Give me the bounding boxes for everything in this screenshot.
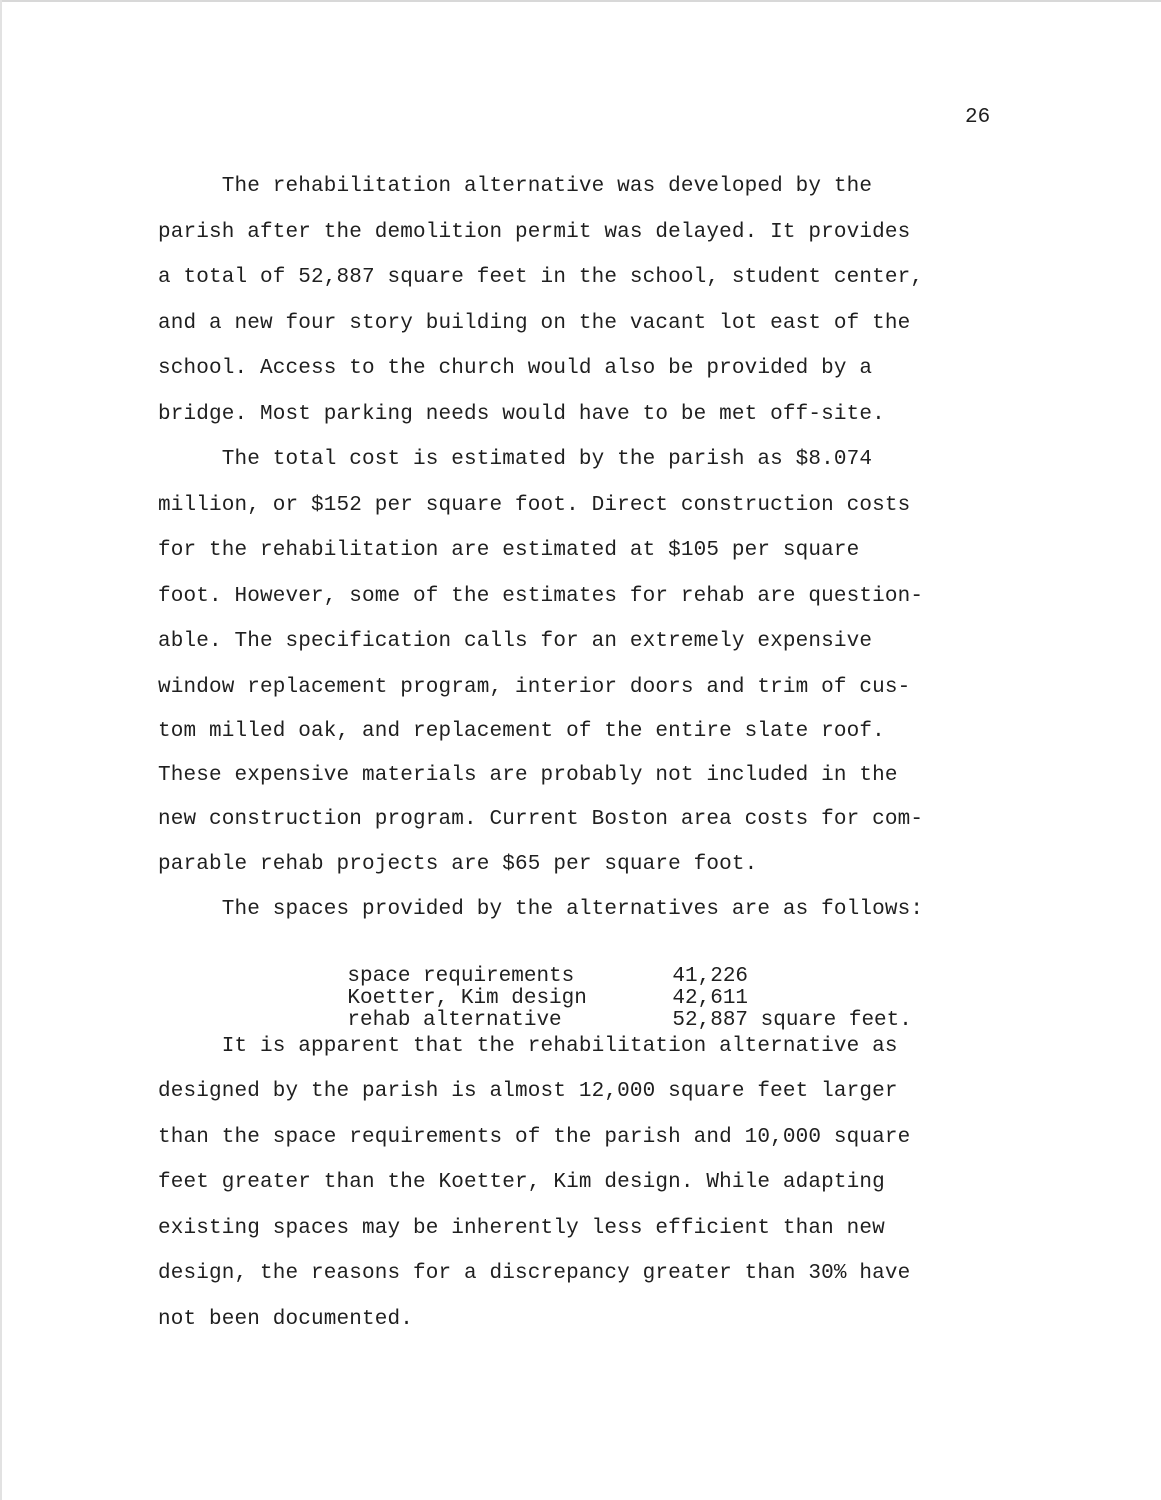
text-line: feet greater than the Koetter, Kim design. While adapting	[158, 1171, 885, 1194]
text-line: parable rehab projects are $65 per square foot.	[158, 853, 758, 876]
text-line: The spaces provided by the alternatives are as follows:	[158, 898, 924, 921]
table-cell-value: 42,611	[672, 987, 749, 1010]
text-line: tom milled oak, and replacement of the entire slate roof.	[158, 720, 885, 743]
text-line: bridge. Most parking needs would have to be met off-site.	[158, 403, 885, 426]
page-edge-left	[0, 0, 2, 1500]
text-line: not been documented.	[158, 1308, 414, 1331]
text-line: existing spaces may be inherently less efficient than new	[158, 1217, 885, 1240]
text-line: These expensive materials are probably not included in the	[158, 764, 898, 787]
text-line: window replacement program, interior doors and trim of cus-	[158, 676, 911, 699]
table-cell-label: rehab alternative	[347, 1009, 562, 1032]
text-line: It is apparent that the rehabilitation alternative as	[158, 1035, 898, 1058]
text-line: new construction program. Current Boston area costs for com-	[158, 808, 924, 831]
text-line: The rehabilitation alternative was developed by the	[158, 175, 873, 198]
text-line: able. The specification calls for an extremely expensive	[158, 630, 873, 653]
table-cell-value: 52,887 square feet.	[672, 1009, 912, 1032]
text-line: a total of 52,887 square feet in the school, student center,	[158, 266, 924, 289]
text-line: The total cost is estimated by the parish as $8.074	[158, 448, 873, 471]
text-line: million, or $152 per square foot. Direct construction costs	[158, 494, 911, 517]
text-line: parish after the demolition permit was delayed. It provides	[158, 221, 911, 244]
text-line: and a new four story building on the vacant lot east of the	[158, 312, 911, 335]
text-line: foot. However, some of the estimates for rehab are question-	[158, 585, 924, 608]
table-cell-label: space requirements	[347, 965, 575, 988]
text-line: designed by the parish is almost 12,000 square feet larger	[158, 1080, 898, 1103]
page-number: 26	[965, 106, 991, 129]
text-line: school. Access to the church would also be provided by a	[158, 357, 873, 380]
table-cell-value: 41,226	[672, 965, 749, 988]
text-line: design, the reasons for a discrepancy greater than 30% have	[158, 1262, 911, 1285]
text-line: for the rehabilitation are estimated at $105 per square	[158, 539, 860, 562]
text-line: than the space requirements of the parish and 10,000 square	[158, 1126, 911, 1149]
table-cell-label: Koetter, Kim design	[347, 987, 587, 1010]
page-edge-top	[0, 0, 1161, 2]
